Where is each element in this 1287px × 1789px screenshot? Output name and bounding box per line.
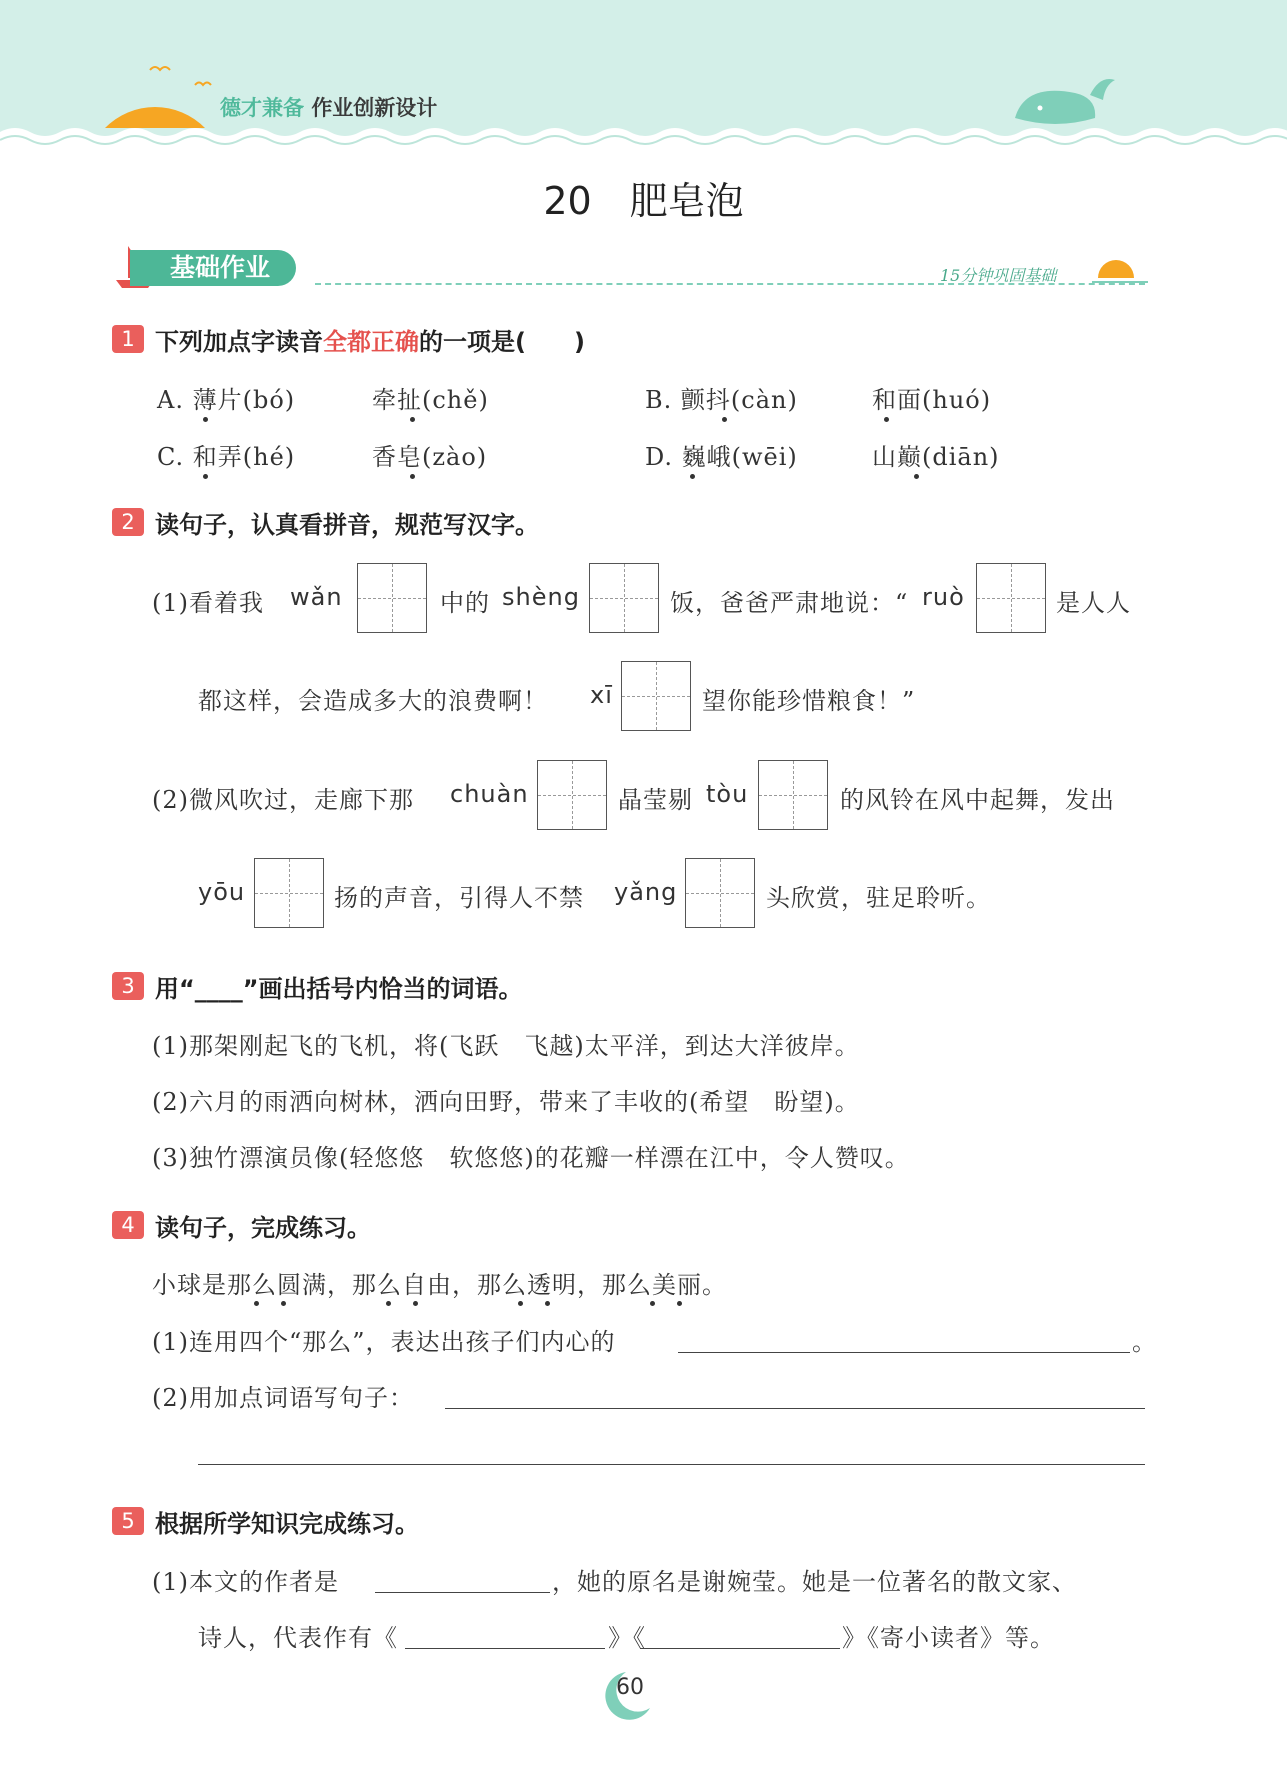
pinyin: chuàn xyxy=(450,780,529,808)
pinyin: tòu xyxy=(706,780,749,808)
s2-text-2: 晶莹剔 xyxy=(618,786,693,814)
emphasis-dot xyxy=(690,474,695,479)
question-number: 3 xyxy=(112,972,144,1000)
pinyin: ruò xyxy=(922,583,965,611)
option-b-2: 和面(huó) xyxy=(872,386,992,414)
writing-box[interactable] xyxy=(589,563,659,633)
question-number: 4 xyxy=(112,1211,144,1239)
option-d: D. 巍峨(wēi) xyxy=(645,443,798,471)
question-heading: 读句子，认真看拼音，规范写汉字。 xyxy=(155,511,539,539)
q5-line-2c: 》《寄小读者》等。 xyxy=(842,1624,1055,1652)
q4-line-1-end: 。 xyxy=(1132,1328,1157,1356)
question-number: 5 xyxy=(112,1507,144,1535)
answer-line[interactable] xyxy=(640,1648,840,1649)
sun-icon xyxy=(105,107,205,128)
s1-text-3: 饭，爸爸严肃地说：“ xyxy=(670,589,909,617)
page-number: 60 xyxy=(616,1675,644,1700)
question-heading: 根据所学知识完成练习。 xyxy=(155,1510,419,1538)
option-a-2: 牵扯(chě) xyxy=(372,386,489,414)
option-a: A. 薄片(bó) xyxy=(157,386,296,414)
page-title: 20 肥皂泡 xyxy=(543,179,744,223)
option-c-2: 香皂(zào) xyxy=(372,443,488,471)
q5-line-1b: ，她的原名是谢婉莹。她是一位著名的散文家、 xyxy=(552,1568,1077,1596)
emphasis-dot xyxy=(254,1301,259,1306)
writing-box[interactable] xyxy=(976,563,1046,633)
q3-line-1: (1)那架刚起飞的飞机，将(飞跃 飞越)太平洋，到达大洋彼岸。 xyxy=(152,1032,860,1060)
question-number: 1 xyxy=(112,325,144,353)
section-right-note: 15分钟巩固基础 xyxy=(940,266,1057,285)
emphasis-dot xyxy=(281,1301,286,1306)
option-c: C. 和弄(hé) xyxy=(157,443,296,471)
writing-box[interactable] xyxy=(685,858,755,928)
q4-sentence: 小球是那么圆满，那么自由，那么透明，那么美丽。 xyxy=(152,1271,727,1299)
answer-line[interactable] xyxy=(198,1464,1145,1465)
emphasis-dot xyxy=(545,1301,550,1306)
answer-line[interactable] xyxy=(445,1408,1145,1409)
option-b: B. 颤抖(càn) xyxy=(645,386,798,414)
section-banner: 基础作业 xyxy=(130,250,296,286)
writing-box[interactable] xyxy=(758,760,828,830)
emphasis-dot xyxy=(203,474,208,479)
bird-icon xyxy=(195,83,211,86)
s1-text-4: 是人人 xyxy=(1056,589,1131,617)
q5-line-2a: 诗人，代表作有《 xyxy=(198,1624,398,1652)
emphasis-dot xyxy=(650,1301,655,1306)
s1-line2-b: 望你能珍惜粮食！” xyxy=(702,687,916,715)
pinyin: yǎng xyxy=(614,878,678,906)
answer-line[interactable] xyxy=(375,1592,550,1593)
q4-line-1: (1)连用四个“那么”，表达出孩子们内心的 xyxy=(152,1328,616,1356)
brand-green-text: 德才兼备 xyxy=(220,96,304,120)
writing-box[interactable] xyxy=(621,661,691,731)
emphasis-dot xyxy=(518,1301,523,1306)
sunset-icon xyxy=(1090,250,1150,290)
q3-line-2: (2)六月的雨洒向树林，洒向田野，带来了丰收的(希望 盼望)。 xyxy=(152,1088,860,1116)
emphasis-dot xyxy=(413,1301,418,1306)
answer-line[interactable] xyxy=(678,1352,1130,1353)
pinyin: yōu xyxy=(198,878,246,906)
emphasis-dot xyxy=(410,417,415,422)
emphasis-dot xyxy=(203,417,208,422)
question-heading: 用“____”画出括号内恰当的词语。 xyxy=(155,975,523,1003)
header-decoration xyxy=(0,0,1287,160)
s1-text-1: (1)看着我 xyxy=(152,589,264,617)
emphasis-dot xyxy=(677,1301,682,1306)
s2-text-1: (2)微风吹过，走廊下那 xyxy=(152,786,414,814)
emphasis-dot xyxy=(410,474,415,479)
s2-text-3: 的风铃在风中起舞，发出 xyxy=(840,786,1115,814)
brand-dark-text: 作业创新设计 xyxy=(311,96,438,120)
writing-box[interactable] xyxy=(537,760,607,830)
s2-text-5: 头欣赏，驻足聆听。 xyxy=(766,884,991,912)
s1-line2-a: 都这样，会造成多大的浪费啊！ xyxy=(198,687,548,715)
emphasis-dot xyxy=(914,474,919,479)
q5-line-1a: (1)本文的作者是 xyxy=(152,1568,339,1596)
pinyin: wǎn xyxy=(290,583,343,611)
q4-line-2: (2)用加点词语写句子： xyxy=(152,1384,414,1412)
q3-line-3: (3)独竹漂演员像(轻悠悠 软悠悠)的花瓣一样漂在江中，令人赞叹。 xyxy=(152,1144,910,1172)
emphasis-dot xyxy=(386,1301,391,1306)
q5-line-2b: 》《 xyxy=(608,1624,646,1652)
s1-text-2: 中的 xyxy=(440,589,490,617)
header-brand xyxy=(220,92,437,122)
question-heading: 下列加点字读音全都正确的一项是( ) xyxy=(155,328,585,356)
writing-box[interactable] xyxy=(254,858,324,928)
emphasis-dot xyxy=(722,417,727,422)
whale-icon xyxy=(1015,79,1115,124)
pinyin: xī xyxy=(590,681,613,709)
answer-line[interactable] xyxy=(405,1648,605,1649)
option-d-2: 山巅(diān) xyxy=(872,443,1000,471)
question-number: 2 xyxy=(112,508,144,536)
s2-text-4: 扬的声音，引得人不禁 xyxy=(334,884,584,912)
bird-icon xyxy=(150,67,170,70)
question-heading: 读句子，完成练习。 xyxy=(155,1214,371,1242)
writing-box[interactable] xyxy=(357,563,427,633)
pinyin: shèng xyxy=(502,583,580,611)
emphasis-dot xyxy=(884,417,889,422)
